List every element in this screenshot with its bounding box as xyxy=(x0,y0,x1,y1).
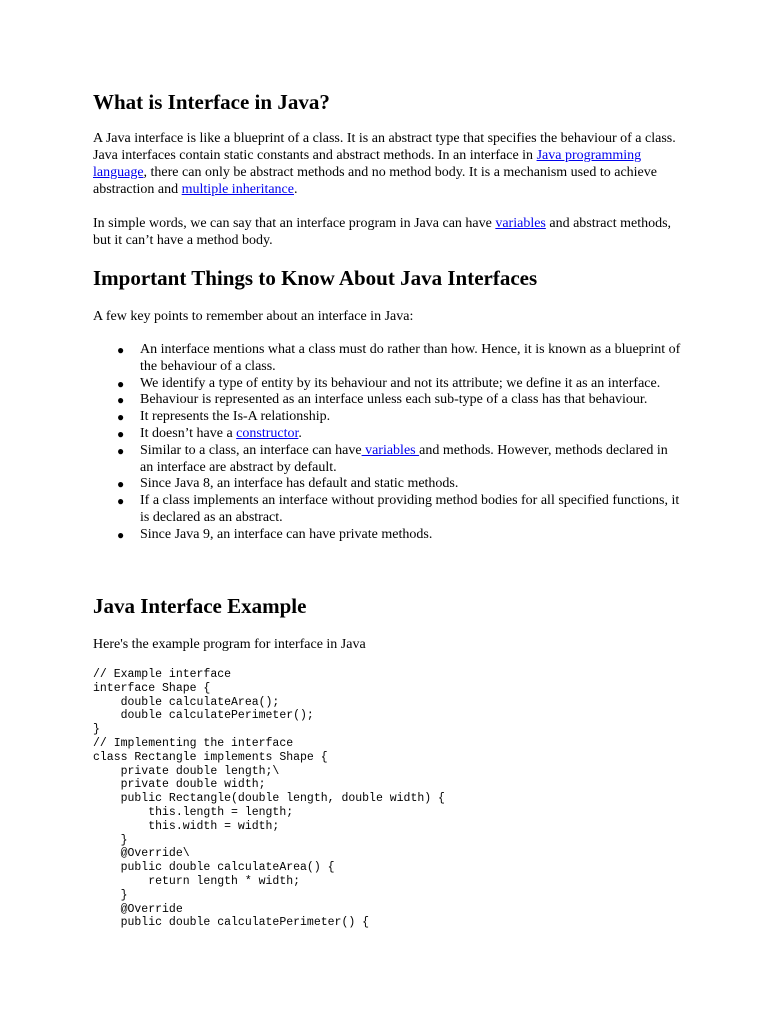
paragraph-key-points-intro: A few key points to remember about an interface in Java: xyxy=(93,309,414,324)
bullet-icon: ● xyxy=(117,477,125,492)
bullet-icon: ● xyxy=(117,393,125,408)
bullet-icon: ● xyxy=(117,494,125,509)
paragraph-simple-words xyxy=(93,215,683,249)
list-item xyxy=(93,527,683,544)
bullet-icon: ● xyxy=(117,343,125,357)
list-item xyxy=(93,392,683,409)
list-item-text: Behaviour is represented as an interface unless each sub-type of a class has that behaviour. xyxy=(140,392,648,408)
paragraph-simple-words-text-b: and abstract methods, but it can’t have a method body. xyxy=(93,216,672,248)
heading-what-is-interface: What is Interface in Java? xyxy=(93,90,330,114)
list-item xyxy=(93,476,683,493)
paragraph-intro-text-c: . xyxy=(294,182,298,197)
heading-important-things: Important Things to Know About Java Interfaces xyxy=(93,266,538,290)
bullet-icon: ● xyxy=(117,527,125,542)
link-multiple-inheritance[interactable]: multiple inheritance xyxy=(181,182,294,197)
list-item-text: An interface mentions what a class must do rather than how. Hence, it is known as a blueprint of the behaviour of a class. xyxy=(140,342,681,374)
paragraph-example-intro: Here's the example program for interface in Java xyxy=(93,637,366,652)
list-item-text-a: Similar to a class, an interface can have xyxy=(140,442,362,458)
list-item xyxy=(93,493,683,527)
paragraph-simple-words-text-a: In simple words, we can say that an interface program in Java can have xyxy=(93,216,496,231)
bullet-icon: ● xyxy=(117,426,125,441)
paragraph-intro-text-b: , there can only be abstract methods and no method body. It is a mechanism used to achieve abstraction and xyxy=(93,165,657,197)
link-variables[interactable]: variables xyxy=(495,216,546,231)
list-item-text-a: It doesn’t have a xyxy=(140,425,237,441)
link-java-programming-language[interactable]: Java programming language xyxy=(93,148,642,180)
list-item xyxy=(93,426,683,443)
list-item-text: Since Java 8, an interface has default and static methods. xyxy=(140,476,459,492)
bullet-icon: ● xyxy=(117,376,125,391)
list-item-text: If a class implements an interface without providing method bodies for all specified functions, it is declared as an abstract. xyxy=(140,493,680,525)
bullet-icon: ● xyxy=(117,410,125,425)
paragraph-intro-text-a: A Java interface is like a blueprint of a class. It is an abstract type that specifies the behaviour of a class. Java interfaces contain static constants and abstract methods. In an interface in xyxy=(93,131,676,163)
list-item xyxy=(93,342,683,376)
list-item xyxy=(93,376,683,393)
link-variables-list[interactable]: variables xyxy=(361,442,420,458)
paragraph-intro xyxy=(93,130,683,198)
list-item-text: It represents the Is-A relationship. xyxy=(140,409,331,425)
heading-java-interface-example: Java Interface Example xyxy=(93,594,307,618)
list-item xyxy=(93,409,683,426)
list-item xyxy=(93,443,683,477)
code-block: // Example interface interface Shape { double calculateArea(); double calculatePerimeter(); } // Implementing the interface class Rectangle implements Shape { private double length;\ private double width; public Rectangle(double length, double width) { this.length = length; this.width = width; } @Override\ public double calculateArea() { return length * width; } @Override public double calculatePerimeter() { xyxy=(93,668,445,930)
bullet-icon: ● xyxy=(117,443,125,458)
list-item-text-b: and methods. However, methods declared in an interface are abstract by default. xyxy=(140,442,668,475)
list-item-text: We identify a type of entity by its behaviour and not its attribute; we define it as an interface. xyxy=(140,375,661,391)
list-item-text: Since Java 9, an interface can have private methods. xyxy=(140,526,433,542)
list-item-text-b: . xyxy=(298,425,302,441)
link-constructor[interactable]: constructor xyxy=(236,425,299,441)
key-points-list xyxy=(93,342,683,544)
